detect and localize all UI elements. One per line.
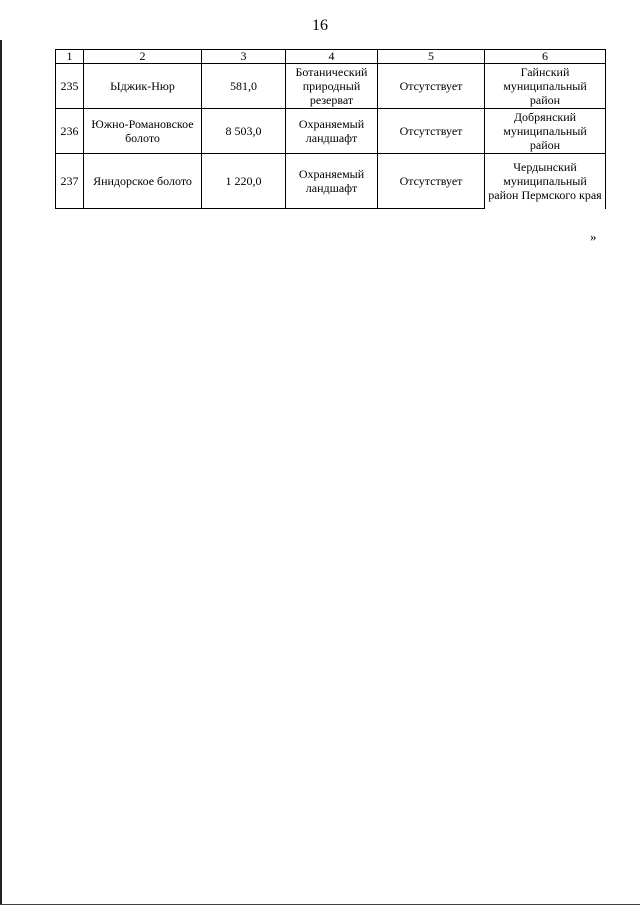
site-significance: Отсутствует	[378, 109, 485, 154]
site-area: 1 220,0	[202, 154, 286, 209]
column-header: 4	[286, 50, 378, 64]
site-category: Ботанический природный резерват	[286, 64, 378, 109]
site-name: Ыджик-Нюр	[84, 64, 202, 109]
site-location: Добрянский муниципальный район	[485, 109, 606, 154]
row-number: 235	[56, 64, 84, 109]
table-header-row	[56, 50, 606, 64]
table-row	[56, 154, 606, 209]
site-category: Охраняемый ландшафт	[286, 109, 378, 154]
site-category: Охраняемый ландшафт	[286, 154, 378, 209]
row-number: 236	[56, 109, 84, 154]
column-header: 6	[485, 50, 606, 64]
row-number: 237	[56, 154, 84, 209]
site-name: Южно-Романовское болото	[84, 109, 202, 154]
scan-edge-left	[0, 40, 2, 905]
table-row	[56, 109, 606, 154]
column-header: 1	[56, 50, 84, 64]
page-number: 16	[312, 17, 328, 34]
column-header: 3	[202, 50, 286, 64]
column-header: 2	[84, 50, 202, 64]
site-significance: Отсутствует	[378, 64, 485, 109]
column-header: 5	[378, 50, 485, 64]
site-location: Чердынский муниципальный район Пермского края	[485, 154, 606, 209]
registry-table	[55, 49, 606, 209]
table-row	[56, 64, 606, 109]
site-significance: Отсутствует	[378, 154, 485, 209]
site-area: 8 503,0	[202, 109, 286, 154]
site-name: Янидорское болото	[84, 154, 202, 209]
site-location: Гайнский муниципальный район	[485, 64, 606, 109]
site-area: 581,0	[202, 64, 286, 109]
closing-quote: »	[590, 229, 597, 244]
